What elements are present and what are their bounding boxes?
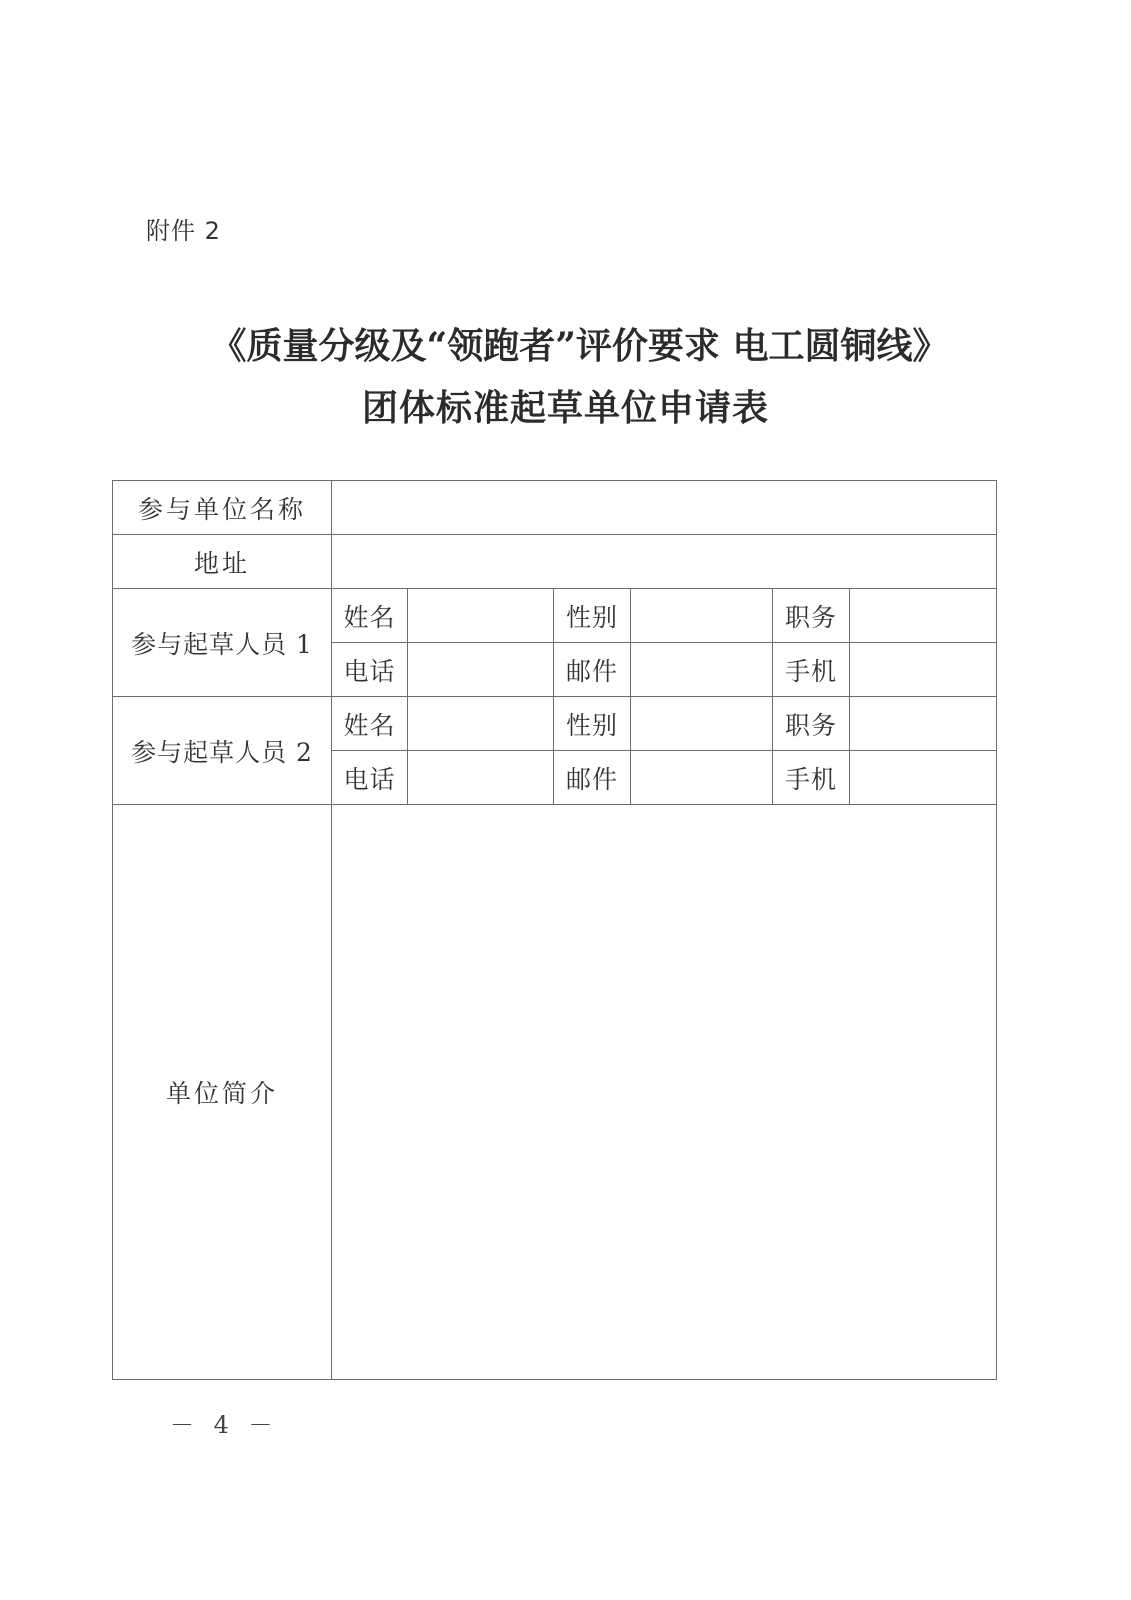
drafter-2-position-label: 职务 [773, 697, 850, 751]
drafter-2-row-1 [113, 697, 997, 751]
drafter-2-phone-field[interactable] [408, 751, 554, 805]
drafter-2-name-label: 姓名 [332, 697, 408, 751]
drafter-1-email-label: 邮件 [554, 643, 631, 697]
drafter-1-row-1 [113, 589, 997, 643]
drafter-1-phone-label: 电话 [332, 643, 408, 697]
unit-intro-label: 单位简介 [113, 805, 332, 1380]
unit-intro-row [113, 805, 997, 1380]
page-number: － 4 － [170, 1411, 279, 1439]
document-title-line-2: 团体标准起草单位申请表 [361, 387, 769, 429]
drafter-1-name-label: 姓名 [332, 589, 408, 643]
drafter-2-mobile-label: 手机 [773, 751, 850, 805]
drafter-2-label: 参与起草人员 2 [113, 697, 332, 805]
unit-name-label: 参与单位名称 [113, 481, 332, 535]
drafter-1-email-field[interactable] [631, 643, 773, 697]
address-row [113, 535, 997, 589]
drafter-2-email-field[interactable] [631, 751, 773, 805]
address-field[interactable] [332, 535, 997, 589]
unit-name-field[interactable] [332, 481, 997, 535]
drafter-2-position-field[interactable] [850, 697, 997, 751]
drafter-1-gender-field[interactable] [631, 589, 773, 643]
address-label: 地址 [113, 535, 332, 589]
drafter-1-label: 参与起草人员 1 [113, 589, 332, 697]
drafter-1-mobile-field[interactable] [850, 643, 997, 697]
document-title-line-1: 《质量分级及“领跑者”评价要求 电工圆铜线》 [210, 325, 949, 367]
unit-intro-field[interactable] [332, 805, 997, 1380]
drafter-2-mobile-field[interactable] [850, 751, 997, 805]
drafter-2-gender-field[interactable] [631, 697, 773, 751]
unit-name-row [113, 481, 997, 535]
drafter-1-position-field[interactable] [850, 589, 997, 643]
drafter-1-mobile-label: 手机 [773, 643, 850, 697]
drafter-2-email-label: 邮件 [554, 751, 631, 805]
drafter-1-name-field[interactable] [408, 589, 554, 643]
drafter-1-gender-label: 性别 [554, 589, 631, 643]
drafter-2-name-field[interactable] [408, 697, 554, 751]
attachment-label: 附件 2 [146, 217, 221, 245]
drafter-2-phone-label: 电话 [332, 751, 408, 805]
drafter-1-phone-field[interactable] [408, 643, 554, 697]
application-form-table [112, 480, 997, 1380]
drafter-2-gender-label: 性别 [554, 697, 631, 751]
drafter-1-position-label: 职务 [773, 589, 850, 643]
